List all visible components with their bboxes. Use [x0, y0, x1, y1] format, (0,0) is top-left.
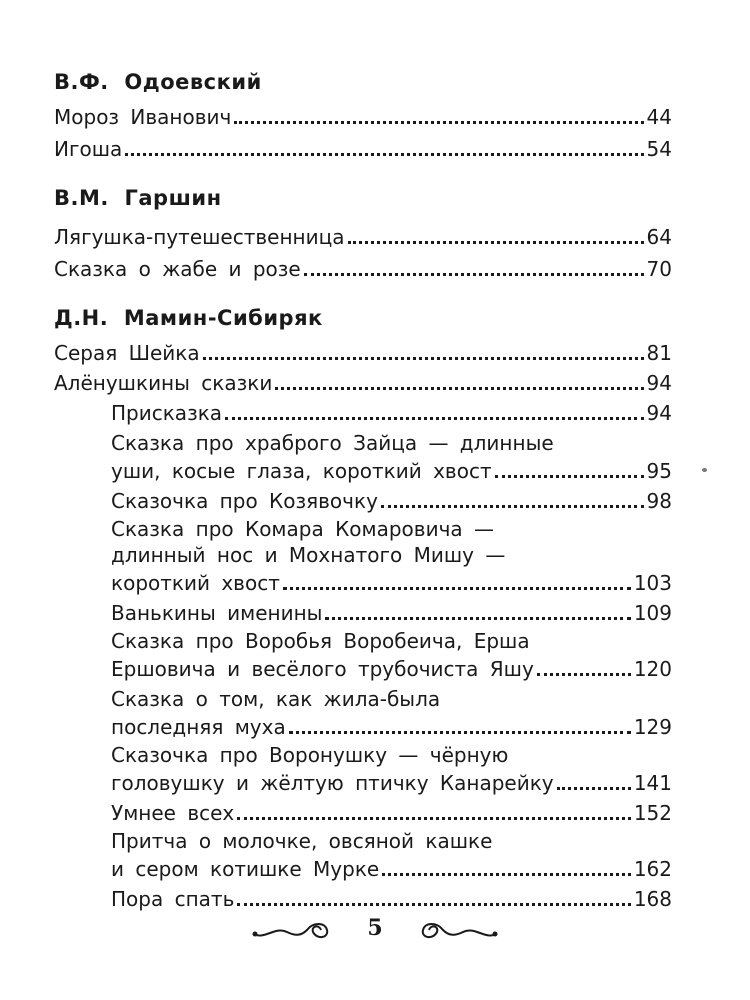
- toc-entry-title: Мороз Иванович: [54, 105, 232, 129]
- toc-entry-page: 44: [646, 105, 672, 129]
- toc-entry-title: Игоша: [54, 137, 123, 161]
- toc-entry[interactable]: [54, 222, 672, 250]
- toc-entry[interactable]: [54, 338, 672, 366]
- toc-entry-title: Ванькины именины: [111, 601, 323, 625]
- left-flourish-icon: [251, 914, 331, 942]
- toc-entry-page: 109: [633, 601, 672, 625]
- toc-subentry[interactable]: [111, 398, 672, 426]
- toc-subentry[interactable]: [111, 768, 672, 796]
- toc-entry-title: Сказка о жабе и розе: [54, 257, 301, 281]
- toc-entry-page: 64: [646, 225, 672, 249]
- leader-dots: [382, 873, 631, 876]
- toc-entry-page: 94: [646, 401, 672, 425]
- toc-entry-title: короткий хвост: [111, 571, 280, 595]
- toc-subentry-line: Сказка про Комара Комаровича —: [111, 517, 495, 541]
- leader-dots: [283, 587, 631, 590]
- toc-entry-page: 141: [633, 771, 672, 795]
- author-heading-mamin-sibiryak: Д.Н. Мамин-Сибиряк: [54, 306, 323, 330]
- toc-entry-title: Сказочка про Козявочку: [111, 489, 378, 513]
- print-speck: [702, 468, 707, 472]
- toc-subentry-line: Сказка про храброго Зайца — длинные: [111, 431, 554, 455]
- toc-entry-title: и сером котишке Мурке: [111, 857, 380, 881]
- toc-entry-page: 168: [633, 887, 672, 911]
- toc-entry-page: 81: [646, 341, 672, 365]
- toc-subentry[interactable]: [111, 798, 672, 826]
- author-heading-garshin: В.М. Гаршин: [54, 186, 222, 210]
- toc-entry-title: уши, косые глаза, короткий хвост: [111, 459, 492, 483]
- leader-dots: [304, 273, 644, 276]
- leader-dots: [537, 673, 631, 676]
- toc-subentry-line: длинный нос и Мохнатого Мишу —: [111, 543, 506, 567]
- leader-dots: [289, 731, 631, 734]
- toc-entry-page: 70: [646, 257, 672, 281]
- toc-entry-page: 98: [646, 489, 672, 513]
- toc-entry-title: Присказка: [111, 401, 223, 425]
- leader-dots: [125, 153, 643, 156]
- toc-subentry[interactable]: [111, 598, 672, 626]
- toc-entry-title: Умнее всех: [111, 801, 235, 825]
- toc-entry-page: 54: [646, 137, 672, 161]
- leader-dots: [495, 475, 644, 478]
- leader-dots: [557, 787, 631, 790]
- toc-entry-title: Алёнушкины сказки: [54, 371, 273, 395]
- leader-dots: [237, 817, 631, 820]
- right-flourish-icon: [419, 914, 499, 942]
- toc-subentry-line: Сказочка про Воронушку — чёрную: [111, 743, 509, 767]
- author-heading-odoevsky: В.Ф. Одоевский: [54, 70, 262, 94]
- toc-subentry[interactable]: [111, 456, 672, 484]
- leader-dots: [381, 505, 644, 508]
- toc-entry[interactable]: [54, 254, 672, 282]
- toc-entry-title: Пора спать: [111, 887, 235, 911]
- leader-dots: [234, 121, 643, 124]
- toc-entry-page: 120: [633, 657, 672, 681]
- toc-subentry[interactable]: [111, 854, 672, 882]
- toc-entry-title: Серая Шейка: [54, 341, 200, 365]
- page-footer: [0, 914, 750, 942]
- leader-dots: [348, 241, 644, 244]
- toc-entry[interactable]: [54, 134, 672, 162]
- toc-entry-page: 95: [646, 459, 672, 483]
- toc-entry-page: 129: [633, 715, 672, 739]
- page-number: 5: [367, 915, 383, 941]
- toc-entry[interactable]: [54, 368, 672, 396]
- toc-entry-title: Лягушка-путешественница: [54, 225, 345, 249]
- leader-dots: [203, 357, 644, 360]
- leader-dots: [275, 387, 643, 390]
- toc-entry-page: 103: [633, 571, 672, 595]
- toc-entry[interactable]: [54, 102, 672, 130]
- toc-subentry[interactable]: [111, 712, 672, 740]
- toc-subentry[interactable]: [111, 654, 672, 682]
- toc-subentry[interactable]: [111, 486, 672, 514]
- toc-subentry[interactable]: [111, 568, 672, 596]
- leader-dots: [325, 617, 630, 620]
- toc-entry-page: 94: [646, 371, 672, 395]
- toc-entry-page: 162: [633, 857, 672, 881]
- toc-subentry[interactable]: [111, 884, 672, 912]
- toc-entry-title: последняя муха: [111, 715, 286, 739]
- toc-subentry-line: Сказка про Воробья Воробеича, Ерша: [111, 629, 530, 653]
- leader-dots: [237, 903, 630, 906]
- toc-entry-title: головушку и жёлтую птичку Канарейку: [111, 771, 554, 795]
- toc-entry-page: 152: [633, 801, 672, 825]
- leader-dots: [225, 417, 644, 420]
- toc-entry-title: Ершовича и весёлого трубочиста Яшу: [111, 657, 534, 681]
- toc-subentry-line: Сказка о том, как жила-была: [111, 687, 441, 711]
- toc-subentry-line: Притча о молочке, овсяной кашке: [111, 829, 493, 853]
